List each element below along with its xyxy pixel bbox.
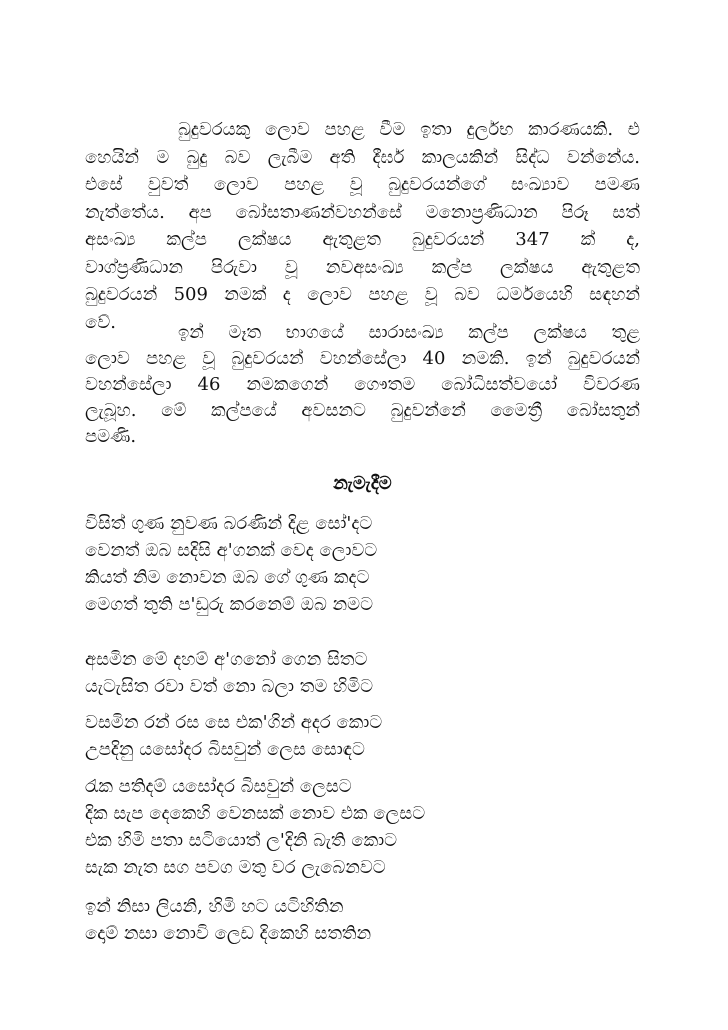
paragraph-1-line-2: හෙයින් ම බුදු බව ලැබීම අති දීර්ඝ කාලයකින් සිද්ධ වන්නේය. [85,146,640,168]
stanza-4 [85,773,640,881]
paragraph-2-line-5: පමණි. [85,426,137,447]
stanza-2-line-2: යැටැසිත රවා වත් නො බලා තම හිමිට [85,676,374,697]
stanza-4-line-4: සැක නැත සග පවග මතු වර ලැබෙනවට [85,857,386,878]
stanza-1-line-4: මෙගත් තුති ප'ඩුරු කරනෙම් ඔබ නමට [85,594,374,615]
stanza-1 [85,510,640,618]
paragraph-1-line-7: බුදුවරයන් 509 නමක් ද ලොව පහළ වූ බව ධර්මයෙහි සඳහන් [85,284,640,305]
paragraph-2-line-4: ලැබූහ. මේ කල්පයේ අවසනට බුදුවන්නේ මෛත්‍රී බෝසතුන් [85,400,640,421]
paragraph-1-line-1: බුදුවරයකු ලොව පහළ වීම ඉතා දුර්ලභ කාරණයකි. එ [178,119,640,140]
paragraph-1 [85,116,640,336]
paragraph-1-line-5: අසංඛ්‍ය කල්ප ලක්ෂය ඇතුළත බුදුවරයන් 347 ක් ද, [85,229,640,250]
stanza-5-line-1: ඉන් නිසා ලියනි, හිමි හට යටිහිතින [85,896,344,917]
paragraph-2-line-1: ඉන් මෑත භාගයේ සාරාසංඛ්‍ය කල්ප ලක්ෂය තුළ [178,322,640,343]
paragraph-1-line-6: වාග්ප්‍රණිධාන පිරුවා වූ නවඅසංඛ්‍ය කල්ප ලක්ෂය ඇතුළත [85,256,640,278]
stanza-5-line-2: දොම් නසා නොවි ලෙඩ දිකෙහි සතතින [85,923,372,944]
paragraph-1-line-3: එසේ වුවත් ලොව පහළ වූ බුදුවරයන්ගේ සංඛ්‍යාව පමණ [85,174,640,195]
stanza-2-line-1: අසමින මේ දහම් අ'ගනෝ ගෙන සිතට [85,649,368,670]
stanza-1-line-3: කියත් නිම නොවන ඔබ ගේ ගුණ කදට [85,567,370,588]
paragraph-2-line-2: ලොව පහළ වූ බුදුවරයන් වහන්සේලා 40 නමකි. ඉන් බුදුවරයන් [85,348,640,369]
stanza-3-line-1: වසමින රන් රස සෙ එක'ගින් අදර කොට [85,712,383,733]
stanza-4-line-1: රැක පතිදම් යසෝදර බිසවුන් ලෙසට [85,776,352,797]
stanza-4-line-2: දික සැප දෙකෙහි වෙනසක් නොව එක ලෙසට [85,803,426,824]
stanza-3-line-2: උපදිනු යසෝදර බිසවුන් ලෙස සොඳට [85,739,365,760]
stanza-1-line-1: විසිත් ගුණ නුවණ බරණින් දිළ සෝ'දට [85,513,373,534]
paragraph-2-line-3: වහන්සේලා 46 නමකගෙන් ගෞතම බෝධිසත්වයෝ විවරණ [85,374,640,395]
paragraph-2 [85,320,640,450]
stanza-4-line-3: එක හිමි පතා සටියොත් ල'දිනි බැති කොට [85,830,398,851]
paragraph-1-line-4: නැත්තේය. අප බෝසතාණන්වහන්සේ මනොප්‍රණිධාන පිරූ සත් [85,201,640,223]
stanza-2 [85,646,640,700]
poem-heading: නැමැදීම [333,473,392,494]
stanza-1-line-2: වෙනත් ඔබ සදිසි අ'ගනක් වෙද ලොවට [85,540,378,561]
stanza-3 [85,709,640,763]
stanza-5 [85,893,640,947]
paragraph-1-line-8: වේ. [85,311,116,333]
